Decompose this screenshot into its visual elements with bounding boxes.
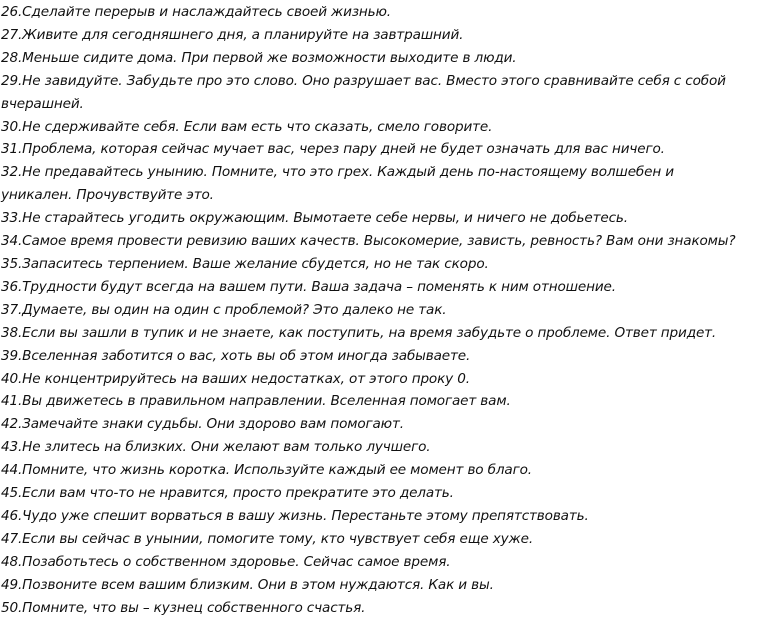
advice-list	[1, 1, 763, 619]
advice-line-continuation: уникален. Прочувствуйте это.	[1, 187, 214, 204]
advice-line: 33.Не старайтесь угодить окружающим. Вымотаете себе нервы, и ничего не добьетесь.	[1, 210, 628, 227]
advice-line: 48.Позаботьтесь о собственном здоровье. Сейчас самое время.	[1, 553, 451, 570]
advice-line: 38.Если вы зашли в тупик и не знаете, как поступить, на время забудьте о проблеме. Ответ придет.	[1, 324, 717, 341]
advice-line: 47.Если вы сейчас в унынии, помогите тому, кто чувствует себя еще хуже.	[1, 530, 533, 547]
advice-line: 31.Проблема, которая сейчас мучает вас, через пару дней не будет означать для вас ничего.	[1, 141, 665, 158]
advice-line: 50.Помните, что вы – кузнец собственного счастья.	[1, 599, 366, 616]
advice-line: 36.Трудности будут всегда на вашем пути. Ваша задача – поменять к ним отношение.	[1, 278, 616, 295]
advice-line: 27.Живите для сегодняшнего дня, а планируйте на завтрашний.	[1, 26, 464, 43]
advice-line: 28.Меньше сидите дома. При первой же возможности выходите в люди.	[1, 49, 517, 66]
advice-line: 41.Вы движетесь в правильном направлении. Вселенная помогает вам.	[1, 393, 511, 410]
advice-line: 45.Если вам что-то не нравится, просто прекратите это делать.	[1, 485, 454, 502]
advice-line: 34.Самое время провести ревизию ваших качеств. Высокомерие, зависть, ревность? Вам они знакомы?	[1, 233, 736, 250]
advice-line: 37.Думаете, вы один на один с проблемой? Это далеко не так.	[1, 301, 447, 318]
advice-line: 39.Вселенная заботится о вас, хоть вы об этом иногда забываете.	[1, 347, 471, 364]
advice-line: 35.Запаситесь терпением. Ваше желание сбудется, но не так скоро.	[1, 255, 489, 272]
advice-line: 29.Не завидуйте. Забудьте про это слово. Оно разрушает вас. Вместо этого сравнивайте себя с собой	[1, 72, 726, 89]
advice-line: 42.Замечайте знаки судьбы. Они здорово вам помогают.	[1, 416, 404, 433]
advice-line: 44.Помните, что жизнь коротка. Используйте каждый ее момент во благо.	[1, 462, 532, 479]
advice-line: 46.Чудо уже спешит ворваться в вашу жизнь. Перестаньте этому препятствовать.	[1, 507, 589, 524]
advice-line: 49.Позвоните всем вашим близким. Они в этом нуждаются. Как и вы.	[1, 576, 494, 593]
advice-line: 40.Не концентрируйтесь на ваших недостатках, от этого проку 0.	[1, 370, 470, 387]
advice-line: 26.Сделайте перерыв и наслаждайтесь своей жизнью.	[1, 4, 391, 20]
advice-line-continuation: вчерашней.	[1, 95, 84, 112]
advice-line: 32.Не предавайтесь унынию. Помните, что это грех. Каждый день по-настоящему волшебен и	[1, 164, 674, 181]
advice-line: 43.Не злитесь на близких. Они желают вам только лучшего.	[1, 439, 431, 456]
advice-line: 30.Не сдерживайте себя. Если вам есть что сказать, смело говорите.	[1, 118, 493, 135]
